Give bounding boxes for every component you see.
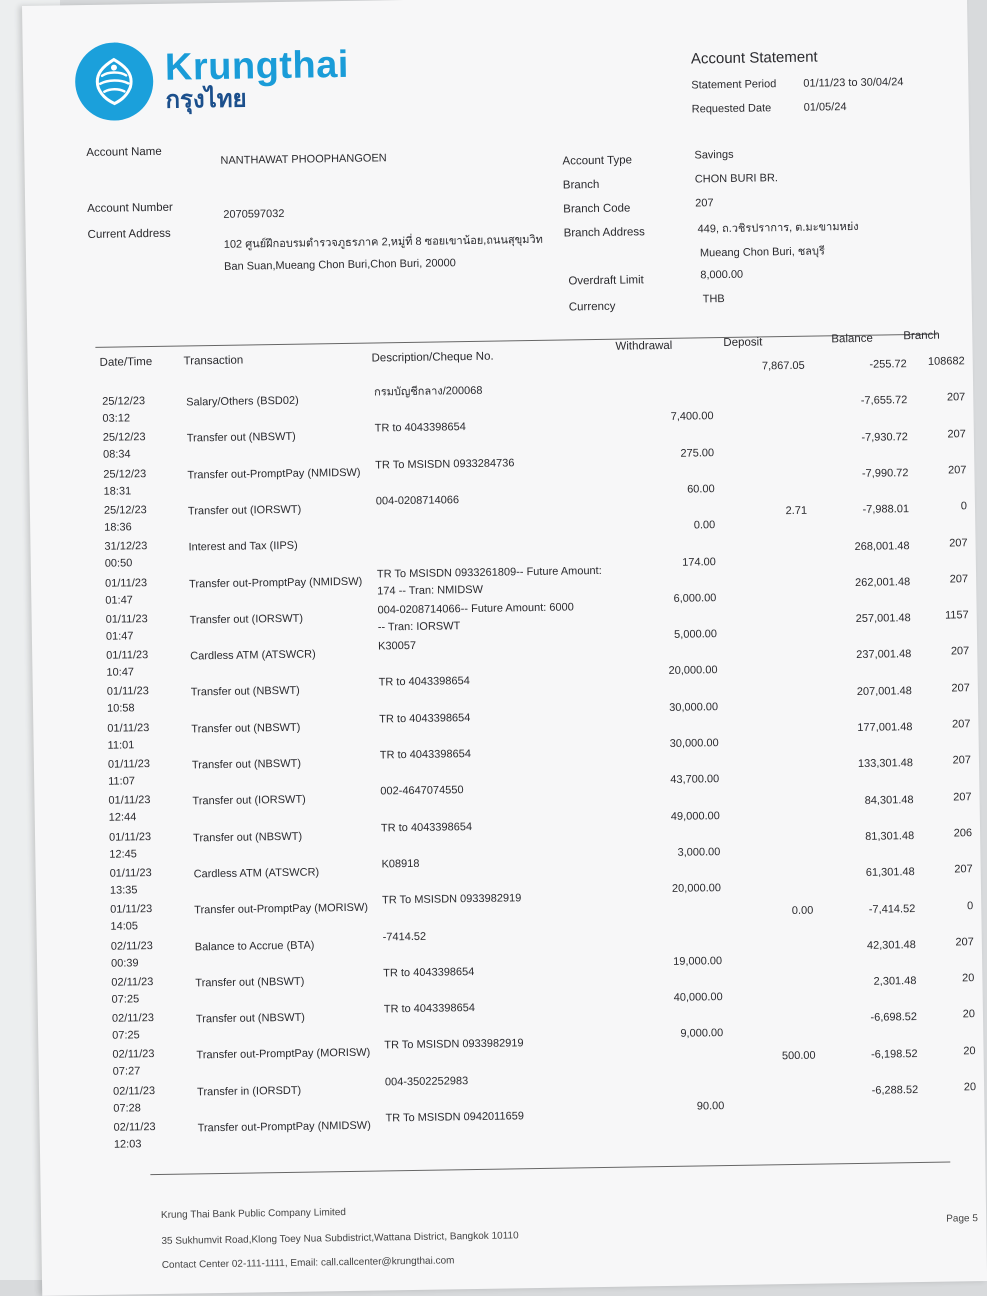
row-date: 01/11/23 (106, 649, 149, 662)
row-time: 14:05 (110, 920, 139, 933)
row-transaction: Transfer out (NBSWT) (190, 685, 300, 699)
row-description-line-1: TR to 4043398654 (383, 965, 475, 980)
row-date: 01/11/23 (105, 612, 148, 626)
row-description (377, 562, 602, 600)
row-balance: -6,198.52 (870, 1047, 918, 1061)
row-branch: 207 (953, 790, 972, 804)
row-transaction: Transfer out-PromptPay (NMIDSW) (197, 1119, 371, 1135)
row-withdrawal: 40,000.00 (673, 991, 723, 1004)
row-description (375, 419, 466, 437)
row-description-line-1: TR To MSISDN 0933982919 (384, 1037, 524, 1052)
row-branch: 20 (962, 1008, 976, 1021)
row-branch: 207 (951, 718, 971, 731)
row-description-line-1: TR to 4043398654 (380, 820, 473, 835)
row-description (375, 455, 514, 474)
row-time: 03:12 (102, 412, 131, 425)
statement-page (22, 0, 987, 1296)
row-branch: 20 (963, 1044, 976, 1058)
row-branch: 207 (947, 464, 967, 477)
col-header-balance: Balance (831, 332, 873, 346)
row-balance: 207,001.48 (856, 684, 912, 698)
row-description (379, 710, 470, 728)
row-deposit: 7,867.05 (761, 359, 805, 373)
row-date: 01/11/23 (108, 830, 152, 844)
row-time: 07:25 (112, 1029, 140, 1042)
row-description-line-1: TR To MSISDN 0942011659 (385, 1110, 525, 1125)
row-time: 10:58 (106, 702, 135, 716)
row-time: 01:47 (105, 630, 134, 643)
row-description-line-1: กรมบัญชีกลาง/200068 (374, 384, 483, 399)
row-deposit: 500.00 (781, 1049, 816, 1062)
row-description (384, 1000, 475, 1018)
row-balance: -7,990.72 (861, 467, 909, 480)
account-name-label: Account Name (86, 145, 162, 160)
overdraft-limit-label: Overdraft Limit (568, 274, 644, 288)
row-withdrawal: 20,000.00 (668, 664, 718, 678)
row-description (383, 964, 474, 982)
row-transaction: Transfer out (NBSWT) (195, 1011, 306, 1026)
row-date: 02/11/23 (112, 1084, 156, 1098)
row-transaction: Salary/Others (BSD02) (186, 394, 299, 409)
row-balance: 133,301.48 (857, 757, 914, 771)
row-branch: 20 (962, 972, 975, 985)
row-date: 01/11/23 (104, 576, 148, 590)
row-description (379, 673, 470, 691)
row-balance: -6,698.52 (870, 1011, 918, 1025)
row-time: 07:27 (112, 1065, 141, 1079)
address-line-1: 102 ศูนย์ฝึกอบรมตำรวจภูธรภาค 2,หมู่ที่ 8 ซอยเขาน้อย,ถนนสุขุมวิท (223, 233, 543, 251)
row-description-line-2: -- Tran: IORSWT (377, 619, 461, 634)
row-balance: -7,930.72 (861, 430, 908, 444)
row-withdrawal: 275.00 (680, 446, 715, 460)
row-description (380, 782, 463, 800)
col-header-datetime: Date/Time (99, 355, 153, 369)
row-balance: 237,001.48 (856, 648, 912, 662)
row-description (377, 599, 574, 636)
row-branch: 207 (955, 935, 974, 949)
row-description (381, 856, 419, 874)
row-description-line-1: 004-0208714066 (375, 494, 460, 508)
requested-date-value: 01/05/24 (803, 101, 847, 114)
row-description (381, 819, 472, 837)
row-balance: 268,001.48 (854, 539, 910, 553)
account-number-label: Account Number (87, 201, 173, 216)
statement-period-label: Statement Period (691, 78, 777, 92)
row-time: 11:01 (107, 739, 135, 752)
row-balance: 2,301.48 (873, 975, 917, 988)
row-date: 25/12/23 (102, 395, 146, 408)
row-date: 01/11/23 (107, 758, 151, 771)
bank-name-th: กรุงไทย (165, 85, 247, 114)
row-withdrawal: 7,400.00 (670, 410, 714, 424)
row-withdrawal: 19,000.00 (673, 954, 723, 968)
row-date: 02/11/23 (113, 1121, 156, 1134)
row-description-line-1: 002-4647074550 (380, 784, 464, 798)
col-header-deposit: Deposit (723, 336, 763, 350)
footer-company: Krung Thai Bank Public Company Limited (160, 1207, 347, 1221)
row-branch: 207 (947, 427, 966, 441)
row-date: 25/12/23 (103, 467, 147, 481)
statement-title: Account Statement (690, 48, 818, 68)
row-description (384, 1036, 523, 1055)
row-description-line-1: TR to 4043398654 (374, 421, 466, 435)
row-description-line-1: TR To MSISDN 0933284736 (375, 456, 515, 472)
row-branch: 20 (963, 1081, 977, 1094)
row-date: 01/11/23 (107, 721, 150, 735)
address-line-2: Ban Suan,Mueang Chon Buri,Chon Buri, 20000 (224, 257, 456, 273)
footer-contact: Contact Center 02-111-1111, Email: call.callcenter@krungthai.com (161, 1255, 455, 1271)
col-header-branch: Branch (903, 329, 940, 343)
branch-code-label: Branch Code (563, 202, 631, 216)
row-description (378, 638, 416, 656)
row-branch: 207 (952, 754, 972, 767)
row-date: 01/11/23 (110, 903, 153, 916)
row-transaction: Transfer out-PromptPay (NMIDSW) (189, 575, 363, 590)
row-transaction: Transfer out (IORSWT) (187, 503, 302, 518)
branch-address-line-2: Mueang Chon Buri, ชลบุรี (699, 245, 825, 260)
branch-address-label: Branch Address (563, 226, 645, 240)
row-time: 10:47 (106, 666, 135, 679)
row-time: 18:36 (104, 521, 132, 534)
row-time: 12:44 (108, 811, 137, 825)
currency-label: Currency (568, 300, 616, 314)
row-balance: 61,301.48 (865, 866, 915, 880)
row-date: 01/11/23 (106, 685, 149, 699)
row-withdrawal: 174.00 (682, 555, 716, 569)
col-header-withdrawal: Withdrawal (615, 339, 673, 353)
row-time: 00:39 (110, 956, 139, 970)
row-withdrawal: 3,000.00 (677, 846, 721, 859)
table-top-rule (95, 334, 937, 348)
row-date: 31/12/23 (104, 540, 148, 553)
row-balance: -6,288.52 (871, 1084, 919, 1097)
row-date: 02/11/23 (111, 1012, 155, 1025)
row-transaction: Transfer out-PromptPay (MORISW) (196, 1047, 371, 1062)
row-transaction: Transfer out (NBSWT) (195, 975, 305, 990)
row-transaction: Transfer out (NBSWT) (192, 830, 303, 845)
row-description-line-1: 004-0208714066-- Future Amount: 6000 (377, 601, 574, 617)
row-transaction: Transfer out (NBSWT) (191, 757, 302, 772)
row-description (376, 492, 459, 510)
row-branch: 207 (949, 536, 968, 550)
bank-logo (75, 39, 350, 121)
row-balance: 177,001.48 (857, 721, 913, 734)
row-branch: 206 (953, 827, 973, 840)
row-branch: 207 (954, 863, 973, 876)
row-transaction: Cardless ATM (ATSWCR) (190, 648, 316, 663)
row-branch: 207 (946, 391, 966, 404)
row-time: 00:50 (104, 557, 133, 570)
row-withdrawal: 5,000.00 (674, 628, 718, 641)
row-withdrawal: 20,000.00 (671, 882, 722, 896)
row-description-line-1: TR to 4043398654 (379, 748, 472, 762)
row-time: 07:28 (113, 1101, 141, 1115)
row-time: 07:25 (111, 993, 140, 1006)
row-branch: 0 (960, 500, 968, 513)
branch-label: Branch (562, 178, 600, 192)
row-transaction: Transfer out-PromptPay (NMIDSW) (187, 466, 361, 482)
row-time: 12:45 (109, 847, 137, 861)
current-address-label: Current Address (87, 227, 171, 241)
row-description-line-1: TR to 4043398654 (378, 675, 470, 689)
branch-code-value: 207 (695, 197, 714, 210)
requested-date-label: Requested Date (691, 102, 772, 116)
row-time: 13:35 (109, 884, 138, 897)
row-time: 12:03 (113, 1138, 142, 1151)
row-transaction: Transfer in (IORSDT) (196, 1084, 302, 1099)
row-balance: 84,301.48 (864, 793, 914, 807)
row-description-line-2: 174 -- Tran: NMIDSW (377, 583, 484, 597)
row-transaction: Cardless ATM (ATSWCR) (193, 866, 320, 881)
row-withdrawal: 0.00 (693, 519, 716, 532)
row-description-line-1: 004-3502252983 (384, 1074, 469, 1089)
row-date: 25/12/23 (103, 503, 147, 517)
row-date: 01/11/23 (109, 866, 152, 880)
row-transaction: Transfer out-PromptPay (MORISW) (194, 901, 369, 917)
statement-period-value: 01/11/23 to 30/04/24 (803, 76, 904, 90)
row-description (385, 1073, 468, 1091)
row-date: 02/11/23 (110, 939, 153, 953)
row-description (380, 746, 471, 764)
branch-value: CHON BURI BR. (694, 172, 779, 186)
col-header-transaction: Transaction (183, 354, 244, 368)
row-branch: 1157 (944, 609, 969, 622)
row-balance: 81,301.48 (865, 829, 915, 843)
row-balance: -7,655.72 (860, 394, 908, 408)
row-time: 18:31 (103, 484, 132, 498)
row-transaction: Transfer out (IORSWT) (192, 793, 306, 808)
currency-value: THB (702, 292, 725, 306)
row-withdrawal: 90.00 (696, 1100, 725, 1113)
row-deposit: 0.00 (791, 904, 814, 917)
row-date: 02/11/23 (111, 975, 154, 989)
branch-address-line-1: 449, ถ.วชิรปราการ, ต.มะขามหย่ง (697, 220, 859, 236)
row-balance: 257,001.48 (855, 612, 911, 626)
row-description (385, 1108, 524, 1127)
row-branch: 0 (967, 899, 974, 912)
row-description-line-1: TR to 4043398654 (383, 1002, 476, 1016)
row-branch: 207 (951, 681, 970, 695)
overdraft-limit-value: 8,000.00 (700, 268, 744, 282)
row-withdrawal: 30,000.00 (669, 700, 719, 714)
row-balance: 42,301.48 (866, 938, 916, 952)
row-time: 01:47 (105, 593, 133, 607)
row-date: 25/12/23 (102, 431, 146, 445)
row-deposit: 2.71 (785, 504, 808, 518)
row-withdrawal: 6,000.00 (673, 591, 717, 605)
footer-rule (150, 1162, 950, 1176)
row-branch: 207 (949, 573, 969, 586)
row-withdrawal: 49,000.00 (670, 809, 720, 823)
krungthai-bird-emblem-icon (75, 42, 154, 121)
row-balance: -7,414.52 (868, 902, 916, 916)
row-balance: -255.72 (869, 358, 907, 371)
account-name-value: NANTHAWAT PHOOPHANGOEN (220, 152, 387, 167)
row-description-line-1: TR To MSISDN 0933261809-- Future Amount: (376, 564, 602, 580)
page-number: Page 5 (946, 1213, 978, 1225)
row-description (382, 890, 521, 909)
row-balance: 262,001.48 (855, 575, 911, 589)
row-time: 11:07 (108, 775, 136, 788)
row-description-line-1: TR To MSISDN 0933982919 (382, 892, 522, 907)
row-description-line-1: K30057 (378, 639, 417, 653)
row-description (374, 383, 483, 402)
row-balance: -7,988.01 (862, 503, 910, 517)
account-number-value: 2070597032 (223, 207, 285, 221)
row-withdrawal: 60.00 (687, 483, 715, 496)
row-branch: 207 (950, 645, 970, 658)
row-description-line-1: -7414.52 (382, 930, 427, 943)
row-description (383, 928, 427, 946)
row-transaction: Interest and Tax (IIPS) (188, 539, 298, 554)
row-transaction: Transfer out (NBSWT) (186, 431, 296, 445)
row-withdrawal: 30,000.00 (669, 737, 719, 750)
row-transaction: Transfer out (IORSWT) (189, 612, 304, 627)
account-type-value: Savings (694, 148, 734, 162)
row-branch: 108682 (927, 355, 965, 368)
row-description-line-1: K08918 (381, 857, 420, 871)
account-type-label: Account Type (562, 154, 633, 168)
row-date: 01/11/23 (108, 794, 151, 808)
row-withdrawal: 43,700.00 (670, 773, 720, 787)
row-date: 02/11/23 (112, 1048, 155, 1062)
row-description-line-1: TR to 4043398654 (379, 711, 471, 726)
row-transaction: Balance to Accrue (BTA) (194, 939, 315, 953)
bank-name-en: Krungthai (164, 43, 350, 89)
col-header-description: Description/Cheque No. (371, 350, 494, 365)
footer-address: 35 Sukhumvit Road,Klong Toey Nua Subdistrict,Wattana District, Bangkok 10110 (161, 1230, 519, 1247)
row-time: 08:34 (102, 448, 131, 462)
row-transaction: Transfer out (NBSWT) (191, 721, 301, 736)
row-withdrawal: 9,000.00 (680, 1027, 724, 1041)
